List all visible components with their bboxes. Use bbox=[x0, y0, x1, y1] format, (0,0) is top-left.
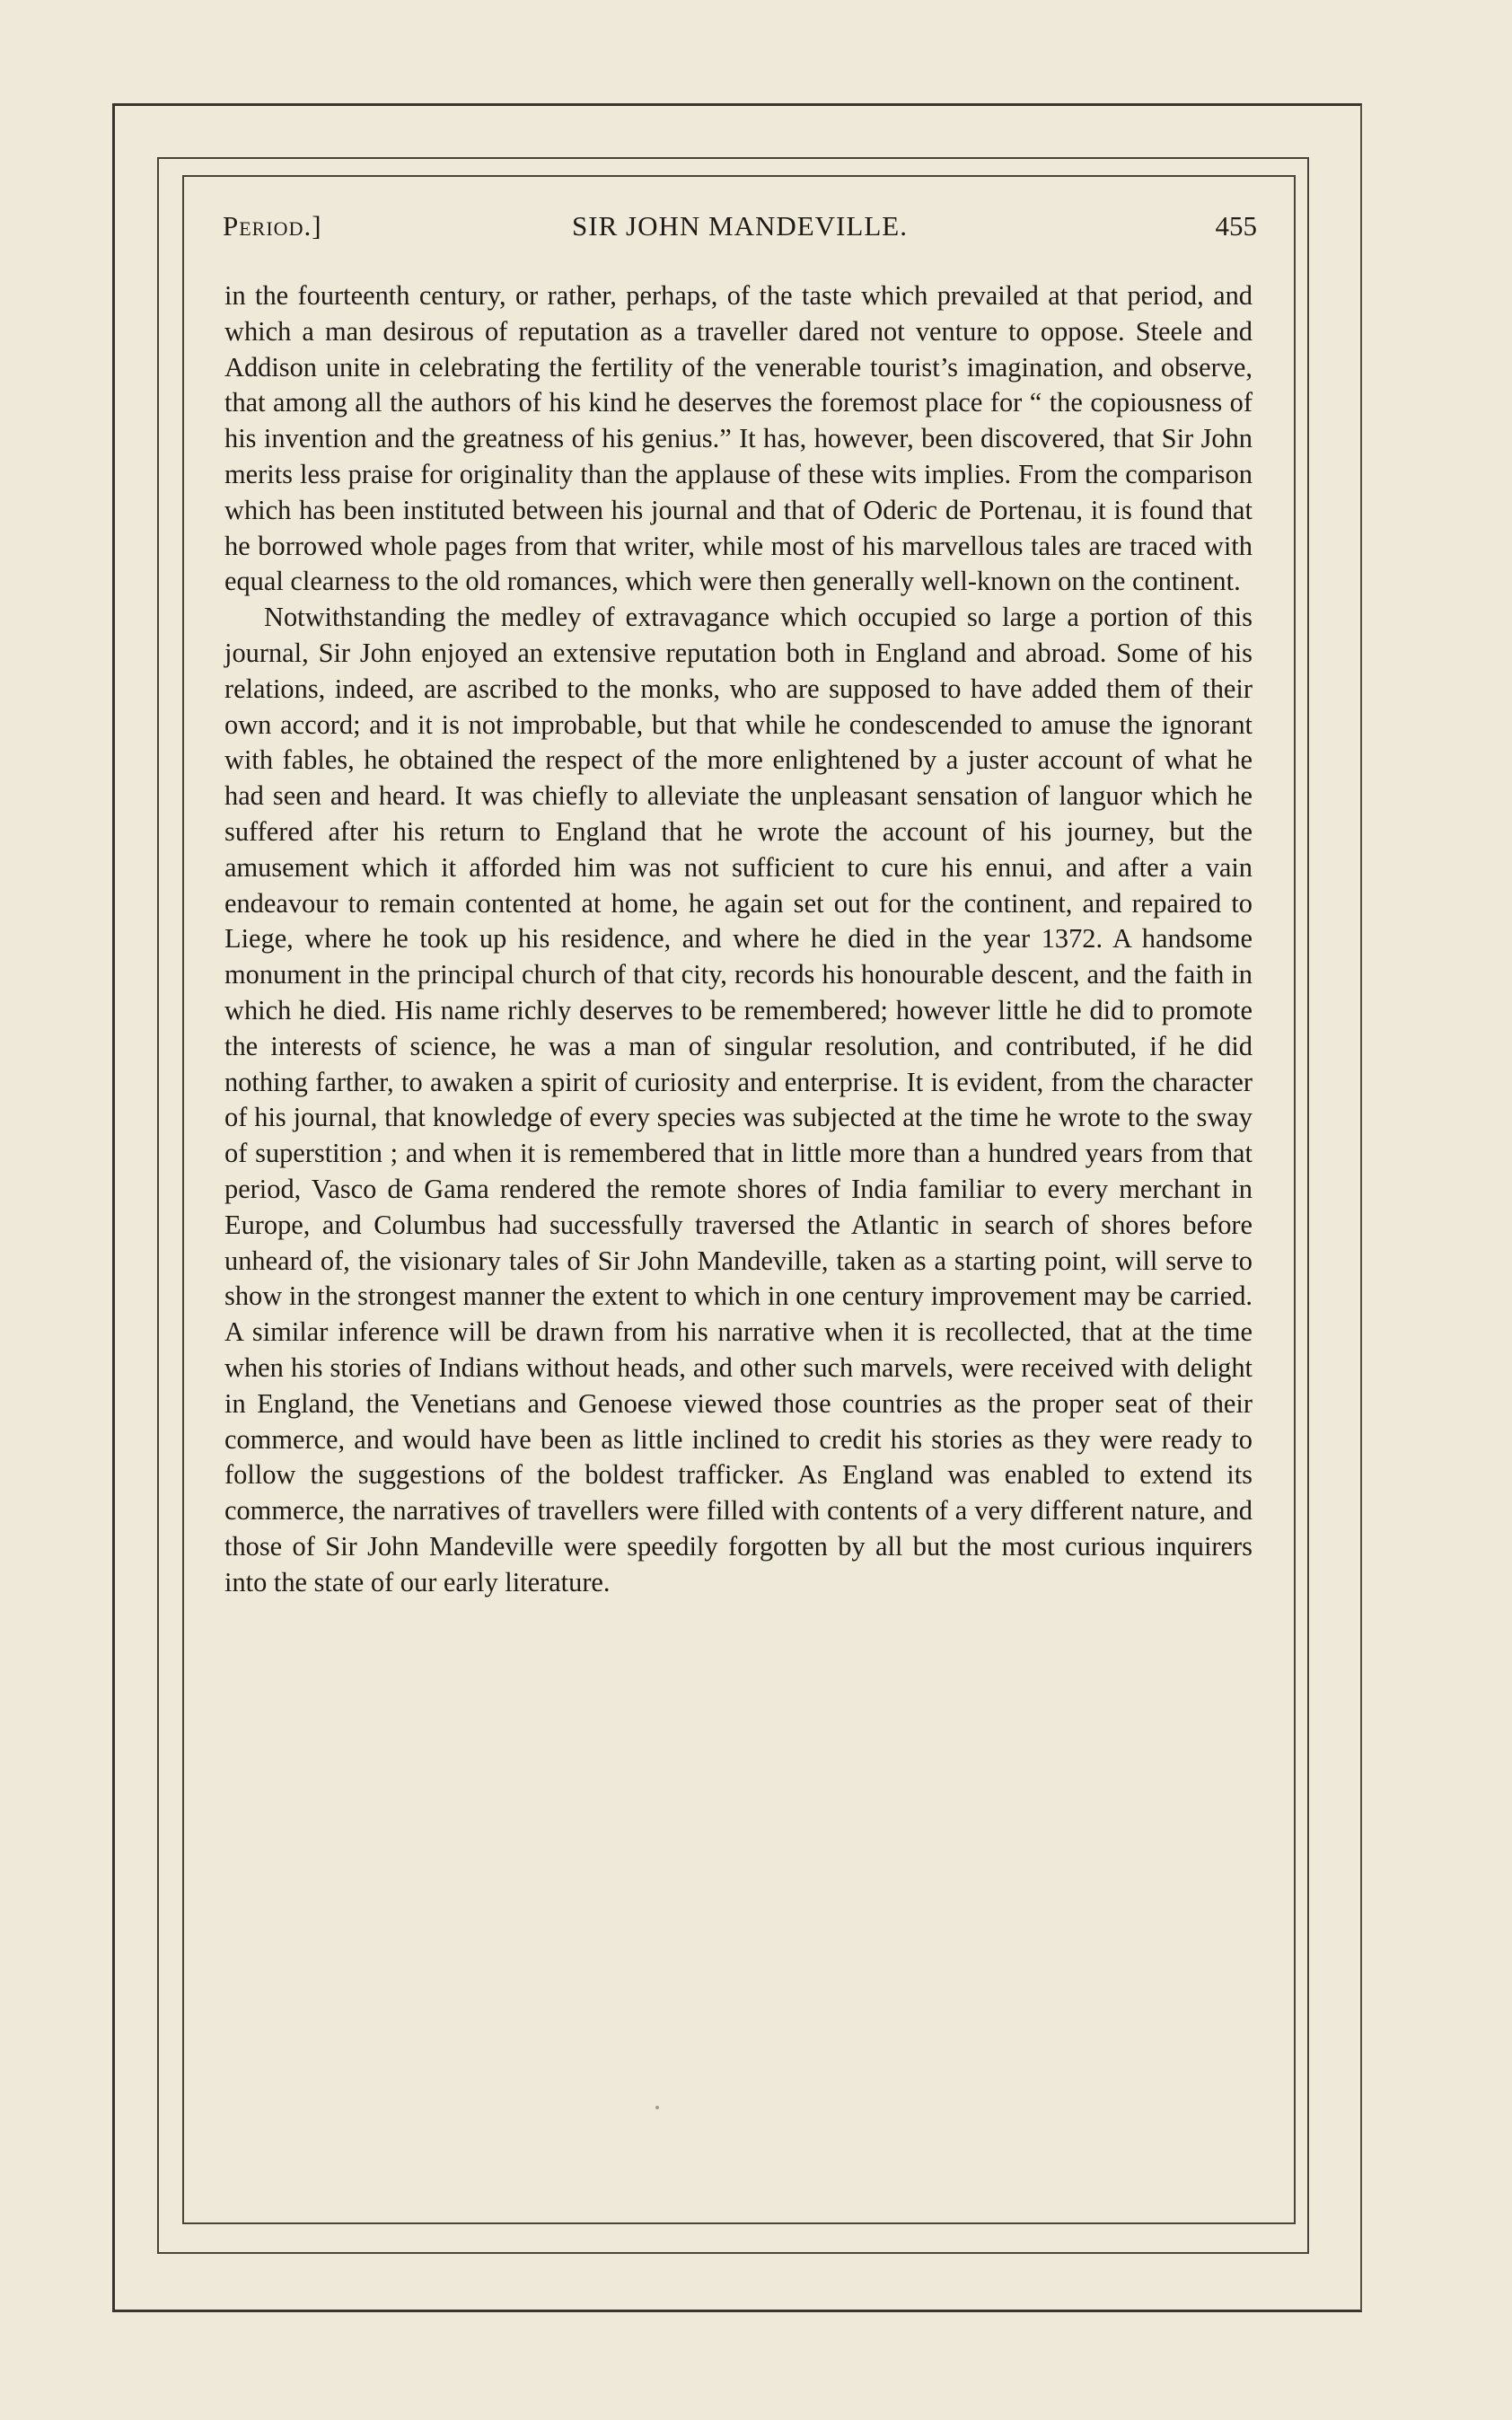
page-number: 455 bbox=[1215, 210, 1257, 242]
body-text bbox=[224, 278, 1253, 1600]
paragraph-1: in the fourteenth century, or rather, perhaps, of the taste which prevailed at that period, and which a man desirous of reputation as a traveller dared not venture to oppose. Steele and Addison unite in celebrating the fertility of the venerable tourist’s imagination, and observe, that among all the authors of his kind he deserves the foremost place for “ the copiousness of his invention and the greatness of his genius.” It has, however, been discovered, that Sir John merits less praise for originality than the applause of these wits implies. From the comparison which has been instituted between his journal and that of Oderic de Portenau, it is found that he borrowed whole pages from that writer, while most of his marvellous tales are traced with equal clearness to the old romances, which were then generally well-known on the continent. bbox=[224, 280, 1253, 597]
running-head bbox=[223, 205, 1257, 248]
running-head-period: Period.] bbox=[223, 210, 322, 242]
running-head-title: SIR JOHN MANDEVILLE. bbox=[572, 210, 908, 242]
paper-speck bbox=[655, 2106, 659, 2109]
paragraph-2: Notwithstanding the medley of extravagance which occupied so large a portion of this journal, Sir John enjoyed an extensive reputation both in England and abroad. Some of his relations, indeed, are ascribed to the monks, who are supposed to have added them of their own accord; and it is not improbable, but that while he condescended to amuse the ignorant with fables, he obtained the respect of the more enlightened by a juster account of what he had seen and heard. It was chiefly to alleviate the unpleasant sensation of languor which he suffered after his return to England that he wrote the account of his journey, but the amusement which it afforded him was not sufficient to cure his ennui, and after a vain endeavour to remain contented at home, he again set out for the continent, and repaired to Liege, where he took up his residence, and where he died in the year 1372. A handsome monument in the principal church of that city, records his honourable descent, and the faith in which he died. His name richly deserves to be remembered; however little he did to promote the interests of science, he was a man of singular resolution, and contributed, if he did nothing farther, to awaken a spirit of curiosity and enterprise. It is evident, from the character of his journal, that knowledge of every species was subjected at the time he wrote to the sway of superstition ; and when it is remembered that in little more than a hundred years from that period, Vasco de Gama rendered the remote shores of India familiar to every merchant in Europe, and Columbus had successfully traversed the Atlantic in search of shores before unheard of, the visionary tales of Sir John Mandeville, taken as a starting point, will serve to show in the strongest manner the extent to which in one century improvement may be carried. A similar inference will be drawn from his narrative when it is recollected, that at the time when his stories of Indians without heads, and other such marvels, were received with delight in England, the Venetians and Genoese viewed those countries as the proper seat of their commerce, and would have been as little inclined to credit his stories as they were ready to follow the suggestions of the boldest trafficker. As England was enabled to extend its commerce, the narratives of travellers were filled with contents of a very different nature, and those of Sir John Mandeville were speedily forgotten by all but the most curious inquirers into the state of our early literature. bbox=[224, 602, 1253, 1597]
